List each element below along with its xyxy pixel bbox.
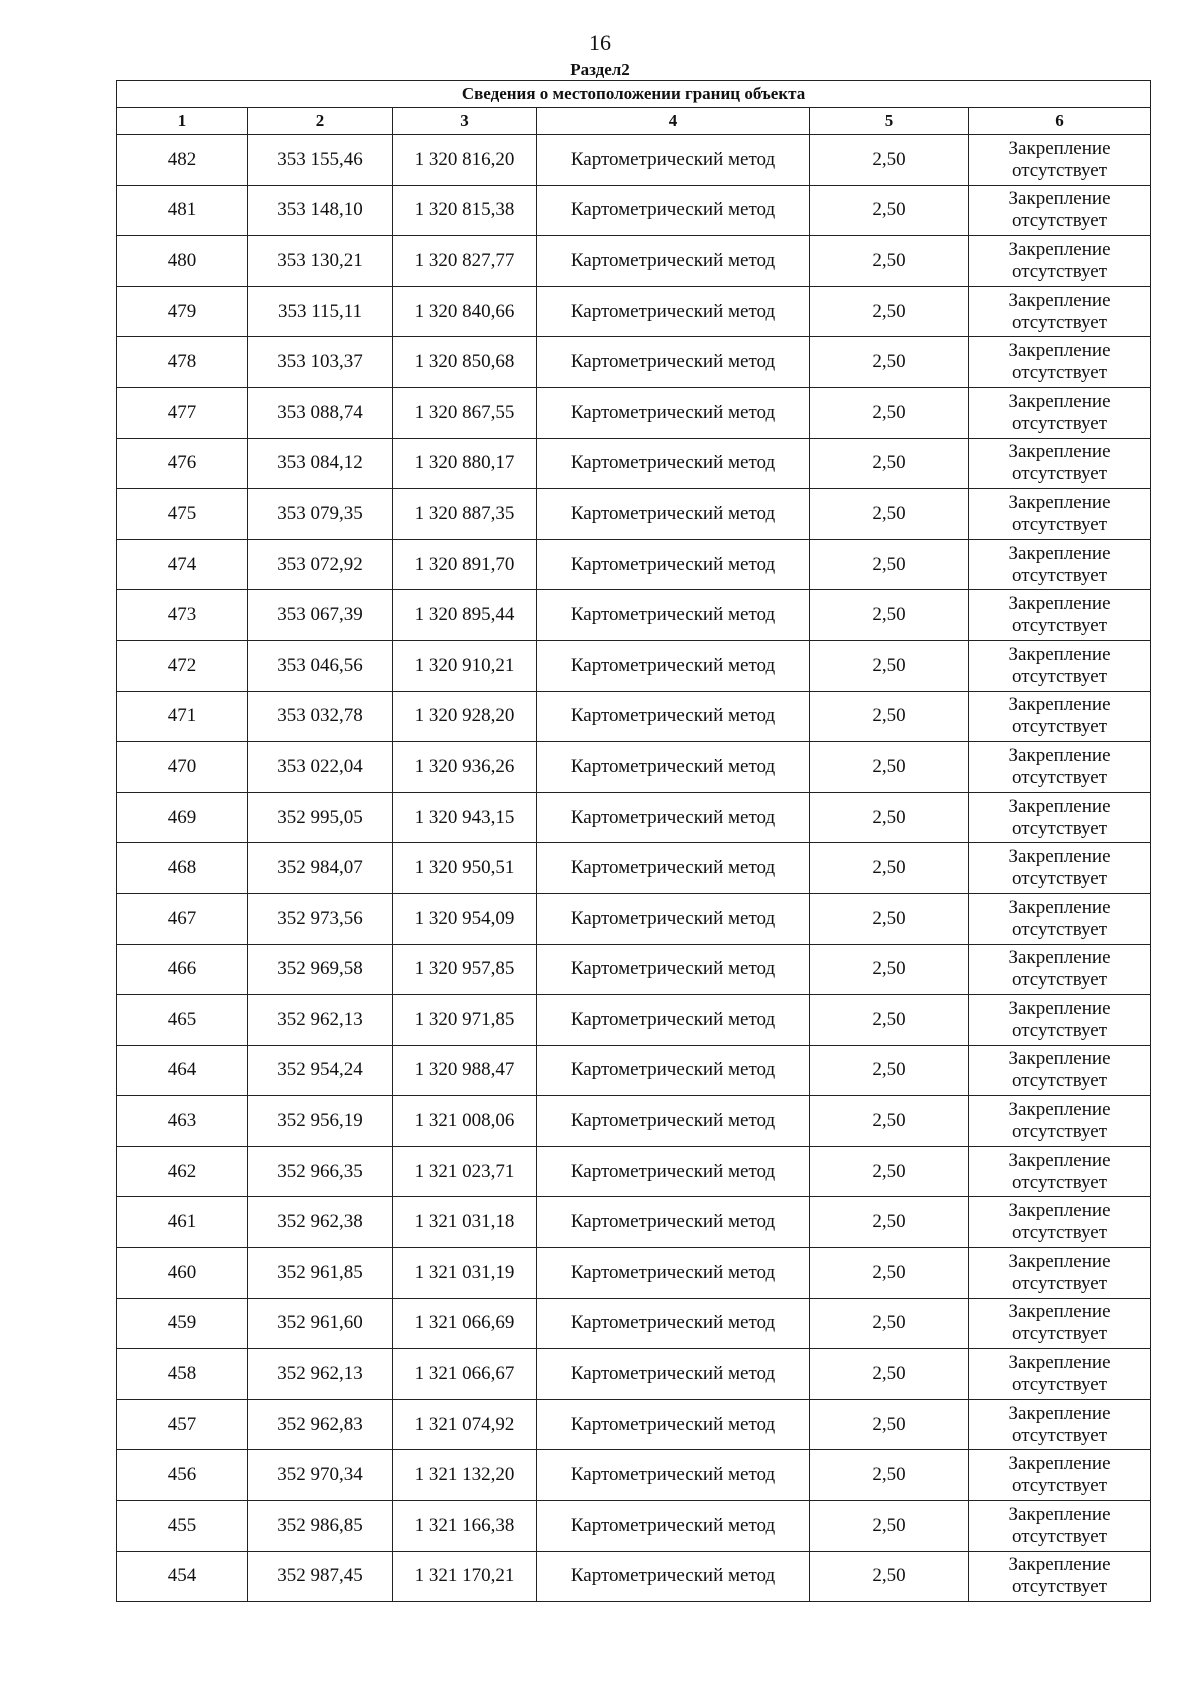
fixation-cell: [969, 1450, 1151, 1501]
fixation-cell: [969, 1045, 1151, 1096]
y-coordinate-cell: 1 320 957,85: [393, 944, 537, 995]
fixation-line-1: Закрепление: [1008, 238, 1111, 260]
method-cell: Картометрический метод: [537, 236, 810, 287]
method-cell: Картометрический метод: [537, 286, 810, 337]
y-coordinate-cell: 1 321 166,38: [393, 1501, 537, 1552]
accuracy-cell: 2,50: [810, 843, 969, 894]
method-cell: Картометрический метод: [537, 792, 810, 843]
method-cell: Картометрический метод: [537, 539, 810, 590]
x-coordinate-cell: 352 987,45: [248, 1551, 393, 1602]
y-coordinate-cell: 1 320 895,44: [393, 590, 537, 641]
accuracy-cell: 2,50: [810, 1248, 969, 1299]
y-coordinate-cell: 1 321 008,06: [393, 1096, 537, 1147]
x-coordinate-cell: 353 130,21: [248, 236, 393, 287]
x-coordinate-cell: 353 072,92: [248, 539, 393, 590]
boundary-coordinates-table: [116, 80, 1151, 1602]
table-body: [117, 135, 1151, 1602]
fixation-line-2: отсутствует: [1012, 766, 1108, 788]
method-cell: Картометрический метод: [537, 1146, 810, 1197]
point-number-cell: 471: [117, 691, 248, 742]
y-coordinate-cell: 1 320 928,20: [393, 691, 537, 742]
method-cell: Картометрический метод: [537, 1399, 810, 1450]
table-row: [117, 1501, 1151, 1552]
y-coordinate-cell: 1 321 023,71: [393, 1146, 537, 1197]
point-number-cell: 472: [117, 640, 248, 691]
point-number-cell: 481: [117, 185, 248, 236]
point-number-cell: 455: [117, 1501, 248, 1552]
x-coordinate-cell: 352 986,85: [248, 1501, 393, 1552]
fixation-cell: [969, 1096, 1151, 1147]
table-row: [117, 337, 1151, 388]
fixation-line-2: отсутствует: [1012, 1272, 1108, 1294]
fixation-line-1: Закрепление: [1008, 289, 1111, 311]
fixation-line-1: Закрепление: [1008, 1554, 1111, 1576]
fixation-line-2: отсутствует: [1012, 1374, 1108, 1396]
fixation-line-1: Закрепление: [1008, 441, 1111, 463]
x-coordinate-cell: 353 088,74: [248, 387, 393, 438]
point-number-cell: 477: [117, 387, 248, 438]
accuracy-cell: 2,50: [810, 135, 969, 186]
column-number: 4: [537, 108, 810, 135]
accuracy-cell: 2,50: [810, 438, 969, 489]
y-coordinate-cell: 1 320 880,17: [393, 438, 537, 489]
fixation-line-1: Закрепление: [1008, 390, 1111, 412]
y-coordinate-cell: 1 321 031,19: [393, 1248, 537, 1299]
y-coordinate-cell: 1 320 816,20: [393, 135, 537, 186]
fixation-line-1: Закрепление: [1008, 1301, 1111, 1323]
fixation-cell: [969, 691, 1151, 742]
table-row: [117, 387, 1151, 438]
fixation-line-2: отсутствует: [1012, 1525, 1108, 1547]
fixation-line-1: Закрепление: [1008, 1099, 1111, 1121]
x-coordinate-cell: 353 148,10: [248, 185, 393, 236]
fixation-cell: [969, 185, 1151, 236]
accuracy-cell: 2,50: [810, 489, 969, 540]
fixation-cell: [969, 843, 1151, 894]
fixation-line-1: Закрепление: [1008, 188, 1111, 210]
table-row: [117, 236, 1151, 287]
fixation-line-2: отсутствует: [1012, 1222, 1108, 1244]
fixation-cell: [969, 438, 1151, 489]
y-coordinate-cell: 1 320 936,26: [393, 742, 537, 793]
y-coordinate-cell: 1 320 850,68: [393, 337, 537, 388]
table-row: [117, 489, 1151, 540]
fixation-line-2: отсутствует: [1012, 1424, 1108, 1446]
fixation-line-2: отсутствует: [1012, 1171, 1108, 1193]
fixation-cell: [969, 337, 1151, 388]
x-coordinate-cell: 353 103,37: [248, 337, 393, 388]
fixation-line-1: Закрепление: [1008, 491, 1111, 513]
x-coordinate-cell: 352 970,34: [248, 1450, 393, 1501]
accuracy-cell: 2,50: [810, 691, 969, 742]
method-cell: Картометрический метод: [537, 944, 810, 995]
fixation-cell: [969, 489, 1151, 540]
fixation-cell: [969, 1197, 1151, 1248]
fixation-cell: [969, 590, 1151, 641]
fixation-cell: [969, 1349, 1151, 1400]
fixation-line-2: отсутствует: [1012, 716, 1108, 738]
table-row: [117, 1349, 1151, 1400]
method-cell: Картометрический метод: [537, 438, 810, 489]
fixation-line-1: Закрепление: [1008, 795, 1111, 817]
point-number-cell: 475: [117, 489, 248, 540]
fixation-line-1: Закрепление: [1008, 947, 1111, 969]
fixation-line-2: отсутствует: [1012, 1121, 1108, 1143]
column-number: 1: [117, 108, 248, 135]
point-number-cell: 465: [117, 995, 248, 1046]
fixation-line-2: отсутствует: [1012, 665, 1108, 687]
fixation-line-2: отсутствует: [1012, 564, 1108, 586]
y-coordinate-cell: 1 321 132,20: [393, 1450, 537, 1501]
table-row: [117, 944, 1151, 995]
fixation-line-1: Закрепление: [1008, 1402, 1111, 1424]
method-cell: Картометрический метод: [537, 691, 810, 742]
fixation-line-2: отсутствует: [1012, 513, 1108, 535]
point-number-cell: 469: [117, 792, 248, 843]
x-coordinate-cell: 352 984,07: [248, 843, 393, 894]
accuracy-cell: 2,50: [810, 1146, 969, 1197]
fixation-line-2: отсутствует: [1012, 260, 1108, 282]
fixation-line-2: отсутствует: [1012, 210, 1108, 232]
table-row: [117, 135, 1151, 186]
column-number: 5: [810, 108, 969, 135]
accuracy-cell: 2,50: [810, 1096, 969, 1147]
section-title: Раздел2: [570, 60, 630, 79]
fixation-line-1: Закрепление: [1008, 340, 1111, 362]
fixation-line-1: Закрепление: [1008, 1503, 1111, 1525]
table-row: [117, 1551, 1151, 1602]
fixation-cell: [969, 1501, 1151, 1552]
fixation-line-1: Закрепление: [1008, 1250, 1111, 1272]
x-coordinate-cell: 353 084,12: [248, 438, 393, 489]
point-number-cell: 478: [117, 337, 248, 388]
fixation-line-2: отсутствует: [1012, 412, 1108, 434]
point-number-cell: 454: [117, 1551, 248, 1602]
fixation-line-2: отсутствует: [1012, 868, 1108, 890]
accuracy-cell: 2,50: [810, 236, 969, 287]
method-cell: Картометрический метод: [537, 185, 810, 236]
fixation-line-1: Закрепление: [1008, 1453, 1111, 1475]
table-row: [117, 185, 1151, 236]
fixation-cell: [969, 236, 1151, 287]
method-cell: Картометрический метод: [537, 1248, 810, 1299]
accuracy-cell: 2,50: [810, 640, 969, 691]
point-number-cell: 480: [117, 236, 248, 287]
fixation-line-2: отсутствует: [1012, 362, 1108, 384]
table-row: [117, 590, 1151, 641]
fixation-cell: [969, 995, 1151, 1046]
fixation-line-1: Закрепление: [1008, 1200, 1111, 1222]
fixation-cell: [969, 286, 1151, 337]
accuracy-cell: 2,50: [810, 1501, 969, 1552]
accuracy-cell: 2,50: [810, 286, 969, 337]
fixation-line-2: отсутствует: [1012, 1070, 1108, 1092]
method-cell: Картометрический метод: [537, 1096, 810, 1147]
x-coordinate-cell: 352 954,24: [248, 1045, 393, 1096]
fixation-cell: [969, 1298, 1151, 1349]
fixation-line-2: отсутствует: [1012, 1475, 1108, 1497]
y-coordinate-cell: 1 320 971,85: [393, 995, 537, 1046]
method-cell: Картометрический метод: [537, 843, 810, 894]
y-coordinate-cell: 1 320 950,51: [393, 843, 537, 894]
point-number-cell: 457: [117, 1399, 248, 1450]
table-row: [117, 893, 1151, 944]
fixation-line-1: Закрепление: [1008, 896, 1111, 918]
table-row: [117, 1450, 1151, 1501]
y-coordinate-cell: 1 320 867,55: [393, 387, 537, 438]
point-number-cell: 482: [117, 135, 248, 186]
method-cell: Картометрический метод: [537, 1298, 810, 1349]
column-number: 2: [248, 108, 393, 135]
fixation-line-2: отсутствует: [1012, 1019, 1108, 1041]
y-coordinate-cell: 1 320 943,15: [393, 792, 537, 843]
table-row: [117, 1146, 1151, 1197]
fixation-line-1: Закрепление: [1008, 997, 1111, 1019]
x-coordinate-cell: 353 155,46: [248, 135, 393, 186]
x-coordinate-cell: 353 079,35: [248, 489, 393, 540]
accuracy-cell: 2,50: [810, 944, 969, 995]
accuracy-cell: 2,50: [810, 590, 969, 641]
x-coordinate-cell: 352 966,35: [248, 1146, 393, 1197]
method-cell: Картометрический метод: [537, 489, 810, 540]
fixation-line-2: отсутствует: [1012, 463, 1108, 485]
y-coordinate-cell: 1 321 170,21: [393, 1551, 537, 1602]
accuracy-cell: 2,50: [810, 1551, 969, 1602]
table-row: [117, 640, 1151, 691]
method-cell: Картометрический метод: [537, 337, 810, 388]
y-coordinate-cell: 1 321 031,18: [393, 1197, 537, 1248]
x-coordinate-cell: 352 962,13: [248, 995, 393, 1046]
table-row: [117, 1399, 1151, 1450]
fixation-line-1: Закрепление: [1008, 1149, 1111, 1171]
accuracy-cell: 2,50: [810, 337, 969, 388]
y-coordinate-cell: 1 321 074,92: [393, 1399, 537, 1450]
fixation-line-2: отсутствует: [1012, 1576, 1108, 1598]
point-number-cell: 466: [117, 944, 248, 995]
table-row: [117, 539, 1151, 590]
accuracy-cell: 2,50: [810, 1045, 969, 1096]
accuracy-cell: 2,50: [810, 792, 969, 843]
column-number: 3: [393, 108, 537, 135]
point-number-cell: 461: [117, 1197, 248, 1248]
point-number-cell: 473: [117, 590, 248, 641]
point-number-cell: 467: [117, 893, 248, 944]
table-caption: Сведения о местоположении границ объекта: [117, 81, 1151, 108]
fixation-line-1: Закрепление: [1008, 593, 1111, 615]
fixation-line-1: Закрепление: [1008, 643, 1111, 665]
method-cell: Картометрический метод: [537, 893, 810, 944]
table-row: [117, 742, 1151, 793]
point-number-cell: 459: [117, 1298, 248, 1349]
fixation-line-1: Закрепление: [1008, 542, 1111, 564]
method-cell: Картометрический метод: [537, 1197, 810, 1248]
point-number-cell: 474: [117, 539, 248, 590]
fixation-line-2: отсутствует: [1012, 1323, 1108, 1345]
fixation-cell: [969, 893, 1151, 944]
fixation-line-2: отсутствует: [1012, 159, 1108, 181]
method-cell: Картометрический метод: [537, 995, 810, 1046]
fixation-line-1: Закрепление: [1008, 1048, 1111, 1070]
fixation-line-1: Закрепление: [1008, 694, 1111, 716]
fixation-line-2: отсутствует: [1012, 615, 1108, 637]
table-row: [117, 1248, 1151, 1299]
point-number-cell: 458: [117, 1349, 248, 1400]
table-caption-row: [117, 81, 1151, 108]
column-number: 6: [969, 108, 1151, 135]
method-cell: Картометрический метод: [537, 387, 810, 438]
table-row: [117, 691, 1151, 742]
fixation-line-2: отсутствует: [1012, 817, 1108, 839]
y-coordinate-cell: 1 320 891,70: [393, 539, 537, 590]
x-coordinate-cell: 352 961,85: [248, 1248, 393, 1299]
point-number-cell: 462: [117, 1146, 248, 1197]
y-coordinate-cell: 1 320 840,66: [393, 286, 537, 337]
fixation-line-1: Закрепление: [1008, 846, 1111, 868]
fixation-line-2: отсутствует: [1012, 311, 1108, 333]
fixation-line-2: отсутствует: [1012, 918, 1108, 940]
accuracy-cell: 2,50: [810, 995, 969, 1046]
y-coordinate-cell: 1 320 954,09: [393, 893, 537, 944]
method-cell: Картометрический метод: [537, 135, 810, 186]
x-coordinate-cell: 353 067,39: [248, 590, 393, 641]
fixation-line-1: Закрепление: [1008, 1352, 1111, 1374]
fixation-cell: [969, 640, 1151, 691]
method-cell: Картометрический метод: [537, 640, 810, 691]
method-cell: Картометрический метод: [537, 1501, 810, 1552]
accuracy-cell: 2,50: [810, 1197, 969, 1248]
fixation-cell: [969, 387, 1151, 438]
table-row: [117, 843, 1151, 894]
method-cell: Картометрический метод: [537, 1450, 810, 1501]
fixation-cell: [969, 135, 1151, 186]
accuracy-cell: 2,50: [810, 1349, 969, 1400]
y-coordinate-cell: 1 320 887,35: [393, 489, 537, 540]
x-coordinate-cell: 352 961,60: [248, 1298, 393, 1349]
table-row: [117, 1045, 1151, 1096]
point-number-cell: 476: [117, 438, 248, 489]
fixation-cell: [969, 1551, 1151, 1602]
x-coordinate-cell: 352 969,58: [248, 944, 393, 995]
table-row: [117, 792, 1151, 843]
point-number-cell: 456: [117, 1450, 248, 1501]
fixation-cell: [969, 792, 1151, 843]
accuracy-cell: 2,50: [810, 1450, 969, 1501]
method-cell: Картометрический метод: [537, 1551, 810, 1602]
fixation-line-2: отсутствует: [1012, 969, 1108, 991]
x-coordinate-cell: 353 032,78: [248, 691, 393, 742]
x-coordinate-cell: 352 956,19: [248, 1096, 393, 1147]
point-number-cell: 463: [117, 1096, 248, 1147]
accuracy-cell: 2,50: [810, 1298, 969, 1349]
method-cell: Картометрический метод: [537, 590, 810, 641]
table-row: [117, 286, 1151, 337]
x-coordinate-cell: 352 962,38: [248, 1197, 393, 1248]
method-cell: Картометрический метод: [537, 742, 810, 793]
y-coordinate-cell: 1 321 066,69: [393, 1298, 537, 1349]
method-cell: Картометрический метод: [537, 1349, 810, 1400]
fixation-line-1: Закрепление: [1008, 744, 1111, 766]
x-coordinate-cell: 352 995,05: [248, 792, 393, 843]
accuracy-cell: 2,50: [810, 539, 969, 590]
x-coordinate-cell: 353 115,11: [248, 286, 393, 337]
x-coordinate-cell: 352 973,56: [248, 893, 393, 944]
accuracy-cell: 2,50: [810, 185, 969, 236]
fixation-cell: [969, 1399, 1151, 1450]
x-coordinate-cell: 353 022,04: [248, 742, 393, 793]
point-number-cell: 468: [117, 843, 248, 894]
fixation-cell: [969, 1248, 1151, 1299]
accuracy-cell: 2,50: [810, 387, 969, 438]
accuracy-cell: 2,50: [810, 1399, 969, 1450]
y-coordinate-cell: 1 320 827,77: [393, 236, 537, 287]
table-row: [117, 1096, 1151, 1147]
column-number-row: [117, 108, 1151, 135]
accuracy-cell: 2,50: [810, 893, 969, 944]
y-coordinate-cell: 1 320 910,21: [393, 640, 537, 691]
y-coordinate-cell: 1 321 066,67: [393, 1349, 537, 1400]
point-number-cell: 470: [117, 742, 248, 793]
x-coordinate-cell: 353 046,56: [248, 640, 393, 691]
y-coordinate-cell: 1 320 988,47: [393, 1045, 537, 1096]
point-number-cell: 464: [117, 1045, 248, 1096]
x-coordinate-cell: 352 962,13: [248, 1349, 393, 1400]
fixation-cell: [969, 1146, 1151, 1197]
point-number-cell: 460: [117, 1248, 248, 1299]
table-row: [117, 438, 1151, 489]
fixation-line-1: Закрепление: [1008, 137, 1111, 159]
fixation-cell: [969, 944, 1151, 995]
fixation-cell: [969, 539, 1151, 590]
x-coordinate-cell: 352 962,83: [248, 1399, 393, 1450]
table-row: [117, 1197, 1151, 1248]
fixation-cell: [969, 742, 1151, 793]
accuracy-cell: 2,50: [810, 742, 969, 793]
point-number-cell: 479: [117, 286, 248, 337]
method-cell: Картометрический метод: [537, 1045, 810, 1096]
y-coordinate-cell: 1 320 815,38: [393, 185, 537, 236]
page-number: 16: [589, 30, 611, 55]
table-row: [117, 995, 1151, 1046]
table-row: [117, 1298, 1151, 1349]
